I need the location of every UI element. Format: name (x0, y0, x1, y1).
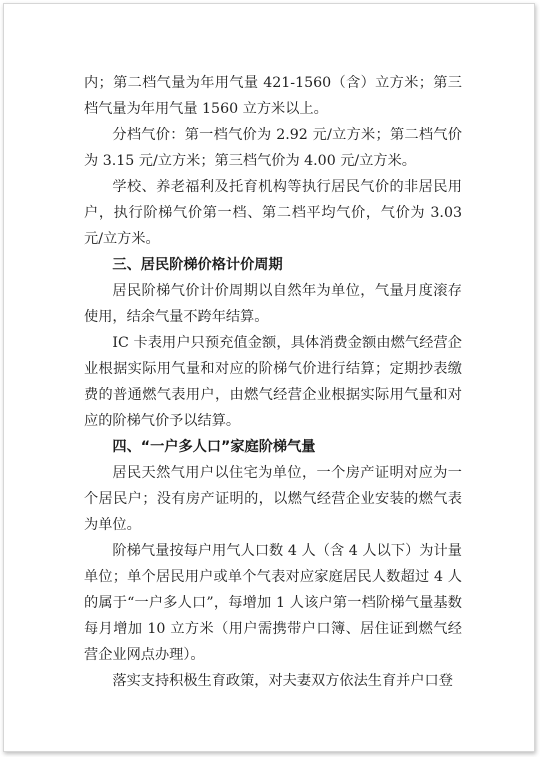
paragraph-household-unit: 居民天然气用户以住宅为单位，一个房产证明对应为一个居民户；没有房产证明的，以燃气经营企业安装的燃气表为单位。 (84, 465, 462, 533)
paragraph-non-resident-price: 学校、养老福利及托育机构等执行居民气价的非居民用户，执行阶梯气价第一档、第二档平均气价，气价为 3.03 元/立方米。 (84, 179, 462, 247)
paragraph-tier-prices: 分档气价：第一档气价为 2.92 元/立方米；第二档气价为 3.15 元/立方米；第三档气价为 4.00 元/立方米。 (84, 127, 462, 169)
paragraph-birth-policy: 落实支持积极生育政策，对夫妻双方依法生育并户口登 (112, 673, 453, 689)
section-heading-4: 四、“一户多人口”家庭阶梯气量 (112, 439, 316, 455)
paragraph-ic-card-users: IC 卡表用户只预充值金额，具体消费金额由燃气经营企业根据实际用气量和对应的阶梯气价进行结算；定期抄表缴费的普通燃气表用户，由燃气经营企业根据实际用气量和对应的阶梯气价予以结算。 (84, 335, 462, 429)
paragraph-billing-cycle: 居民阶梯气价计价周期以自然年为单位，气量月度滚存使用，结余气量不跨年结算。 (84, 283, 462, 325)
section-heading-3: 三、居民阶梯价格计价周期 (112, 257, 283, 273)
paragraph-multi-person-household: 阶梯气量按每户用气人口数 4 人（含 4 人以下）为计量单位；单个居民用户或单个气表对应家庭居民人数超过 4 人的属于“一户多人口”，每增加 1 人该户第一档阶梯气量基数每月增加 10 立方米（用户需携带户口簿、居住证到燃气经营企业网点办理）。 (84, 543, 462, 663)
paragraph-tier-volumes: 内；第二档气量为年用气量 421-1560（含）立方米；第三档气量为年用气量 1560 立方米以上。 (84, 75, 462, 117)
document-body (84, 70, 462, 694)
document-page (3, 3, 535, 752)
